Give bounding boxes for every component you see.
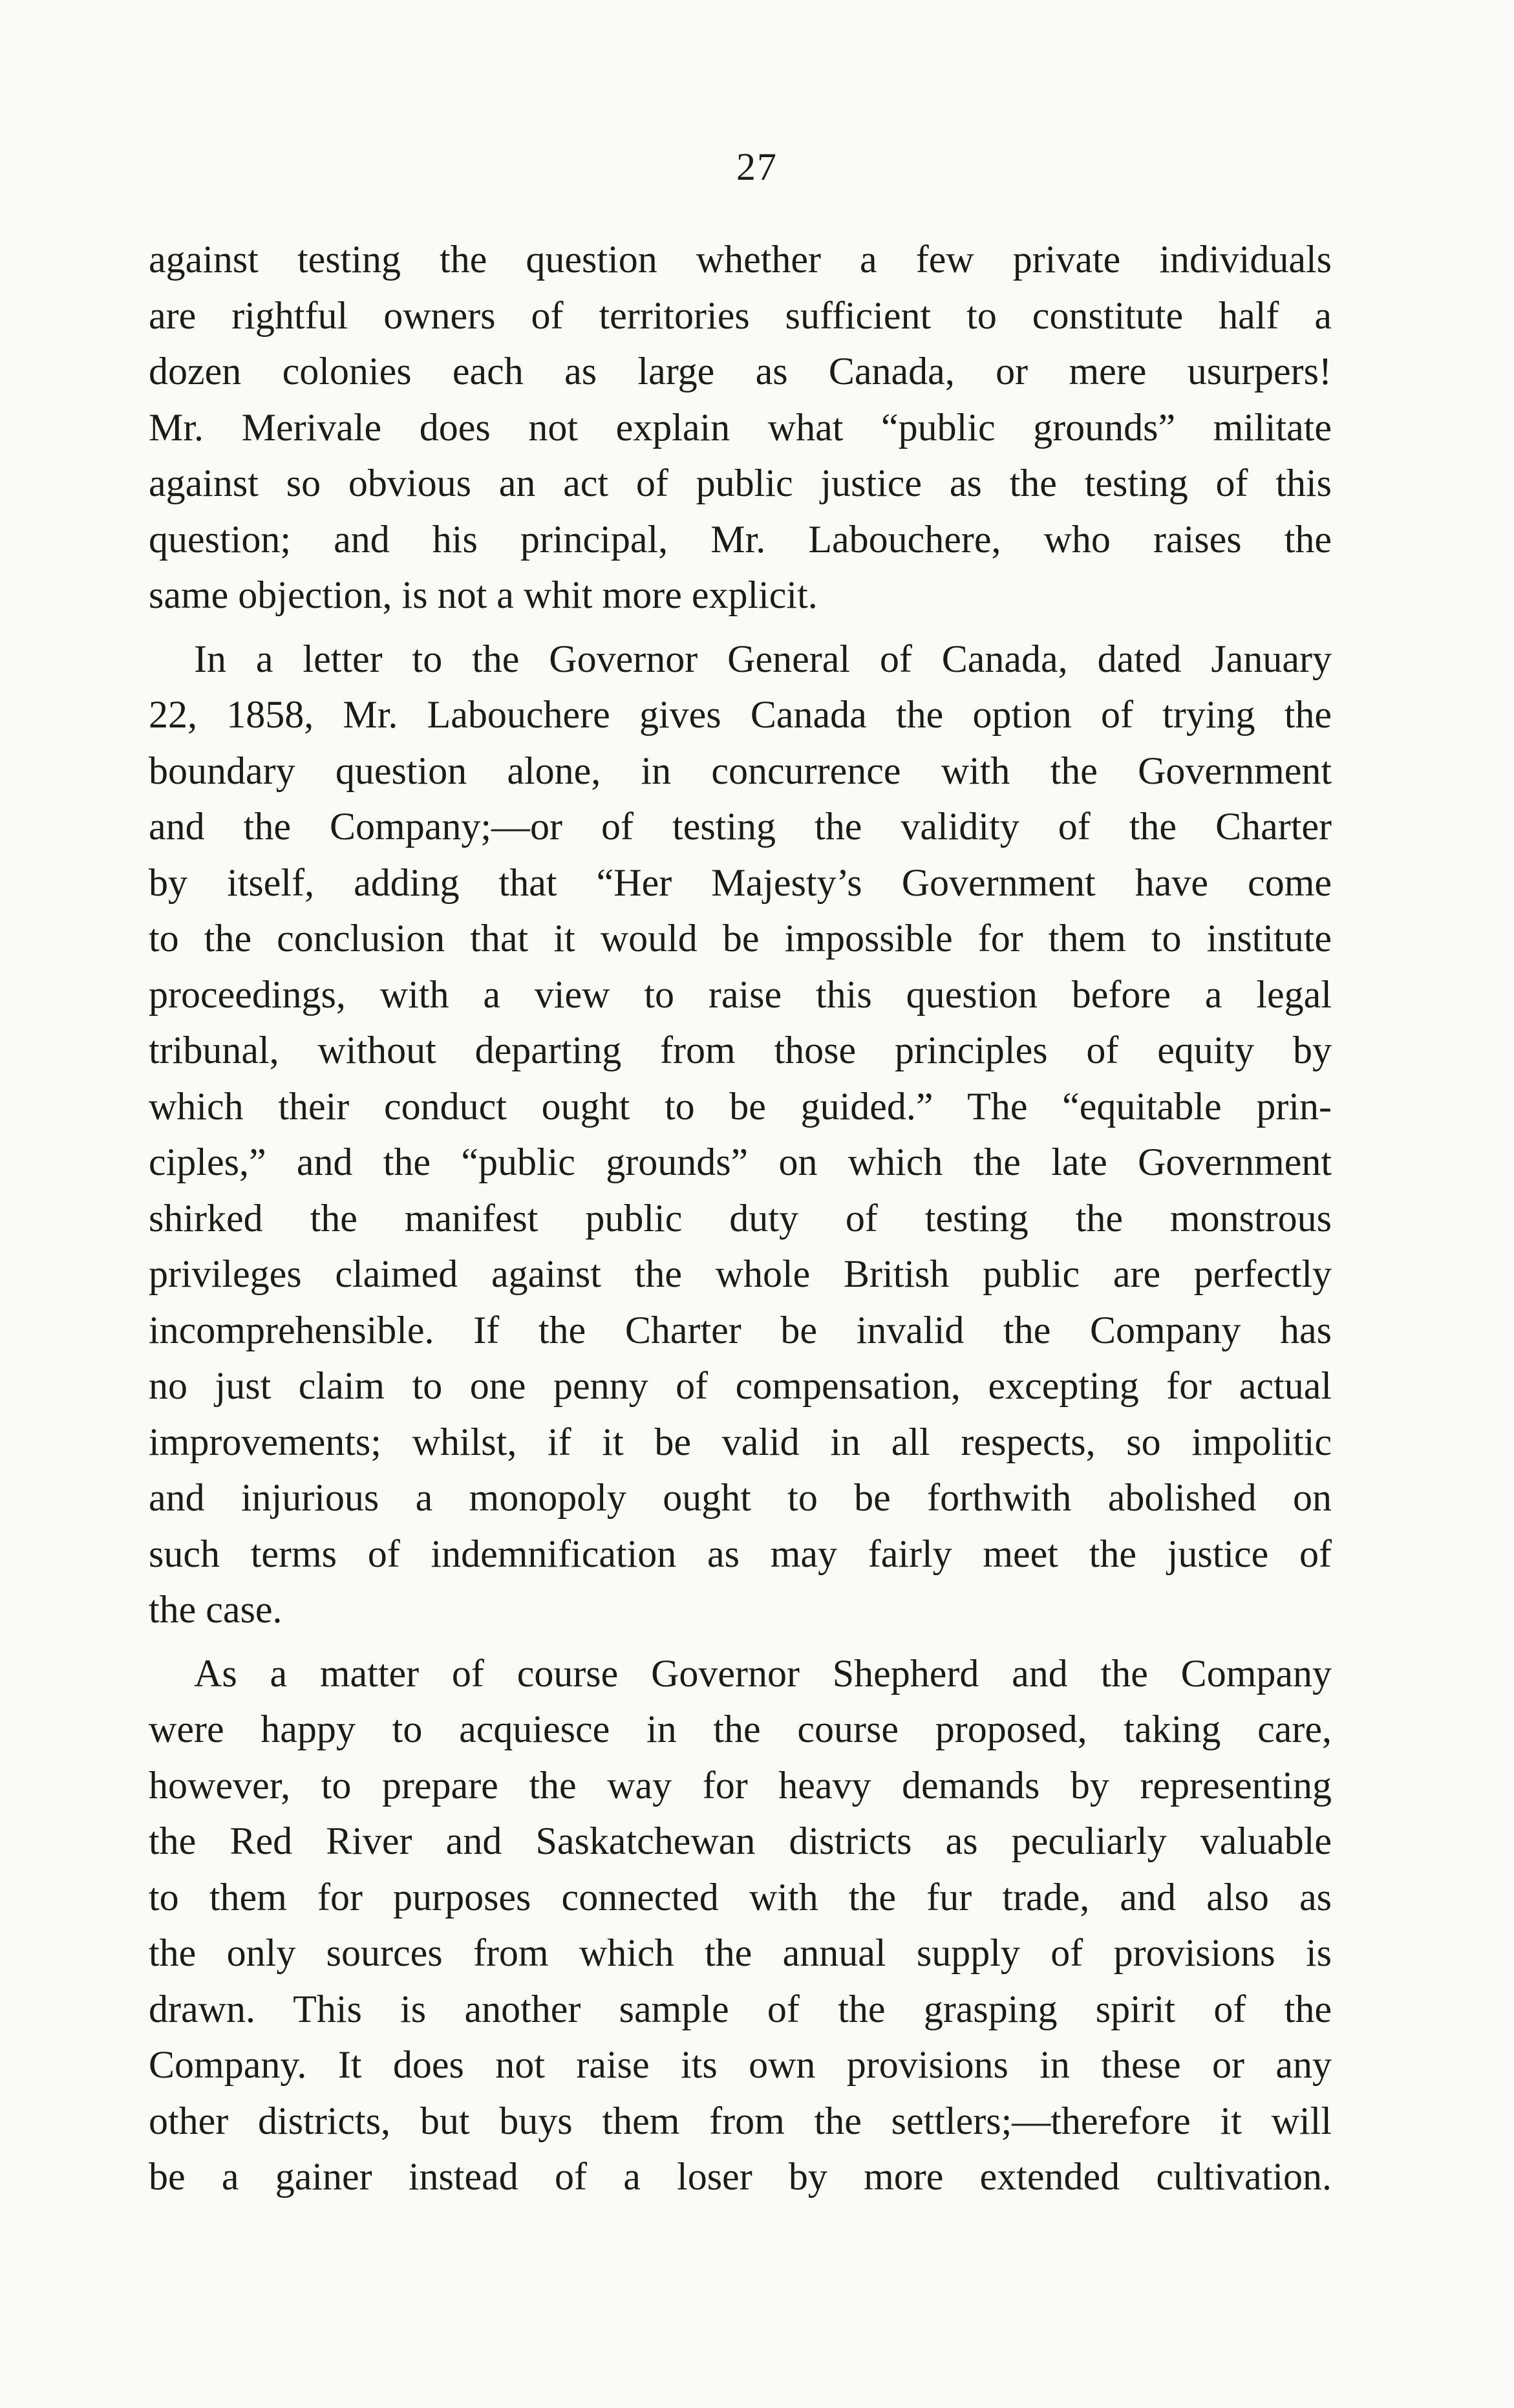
text-line: other districts, but buys them from the settlers;—therefore it will: [149, 2099, 1332, 2142]
text-line: and the Company;—or of testing the validity of the Charter: [149, 805, 1332, 848]
text-line: which their conduct ought to be guided.” The “equitable prin-: [149, 1084, 1332, 1128]
body-text: [149, 231, 1332, 2205]
text-line: Mr. Merivale does not explain what “public grounds” militate: [149, 405, 1332, 449]
text-line: be a gainer instead of a loser by more extended cultivation.: [149, 2155, 1332, 2198]
text-line: As a matter of course Governor Shepherd and the Company: [194, 1651, 1332, 1695]
text-line: against testing the question whether a few private individuals: [149, 238, 1332, 281]
text-line: ciples,” and the “public grounds” on which the late Government: [149, 1141, 1332, 1183]
text-line: 22, 1858, Mr. Labouchere gives Canada the option of trying the: [149, 693, 1332, 736]
text-line: question; and his principal, Mr. Labouchere, who raises the: [149, 517, 1332, 561]
page-number: 27: [736, 145, 778, 188]
text-line: to them for purposes connected with the fur trade, and also as: [149, 1875, 1332, 1919]
paragraph-1: [149, 231, 1332, 623]
text-line: by itself, adding that “Her Majesty’s Government have come: [149, 861, 1332, 904]
paragraph-2: [149, 631, 1332, 1638]
text-line: tribunal, without departing from those principles of equity by: [149, 1029, 1332, 1071]
text-line: the Red River and Saskatchewan districts as peculiarly valuable: [149, 1820, 1332, 1862]
text-line: are rightful owners of territories sufficient to constitute half a: [149, 294, 1332, 337]
text-line: proceedings, with a view to raise this question before a legal: [149, 973, 1332, 1016]
paragraph-3: [149, 1646, 1332, 2205]
text-line: against so obvious an act of public justice as the testing of this: [149, 462, 1332, 504]
text-line: shirked the manifest public duty of testing the monstrous: [149, 1196, 1332, 1240]
text-line: dozen colonies each as large as Canada, or mere usurpers!: [149, 350, 1332, 392]
text-line: to the conclusion that it would be impossible for them to institute: [149, 917, 1332, 960]
text-line: were happy to acquiesce in the course proposed, taking care,: [149, 1708, 1332, 1750]
text-line: boundary question alone, in concurrence with the Government: [149, 749, 1332, 792]
text-line: drawn. This is another sample of the grasping spirit of the: [149, 1987, 1332, 2030]
text-line: Company. It does not raise its own provisions in these or any: [149, 2043, 1332, 2086]
text-line: and injurious a monopoly ought to be forthwith abolished on: [149, 1476, 1332, 1519]
text-line: the case.: [149, 1588, 283, 1631]
text-line: however, to prepare the way for heavy demands by representing: [149, 1763, 1332, 1807]
text-line: In a letter to the Governor General of Canada, dated January: [194, 637, 1332, 680]
text-line: incomprehensible. If the Charter be invalid the Company has: [149, 1308, 1332, 1351]
text-line: same objection, is not a whit more explicit.: [149, 574, 818, 616]
text-line: improvements; whilst, if it be valid in all respects, so impolitic: [149, 1420, 1332, 1463]
text-line: no just claim to one penny of compensation, excepting for actual: [149, 1364, 1332, 1407]
text-line: privileges claimed against the whole British public are perfectly: [149, 1252, 1332, 1295]
text-line: the only sources from which the annual supply of provisions is: [149, 1931, 1332, 1974]
text-line: such terms of indemnification as may fairly meet the justice of: [149, 1532, 1332, 1575]
